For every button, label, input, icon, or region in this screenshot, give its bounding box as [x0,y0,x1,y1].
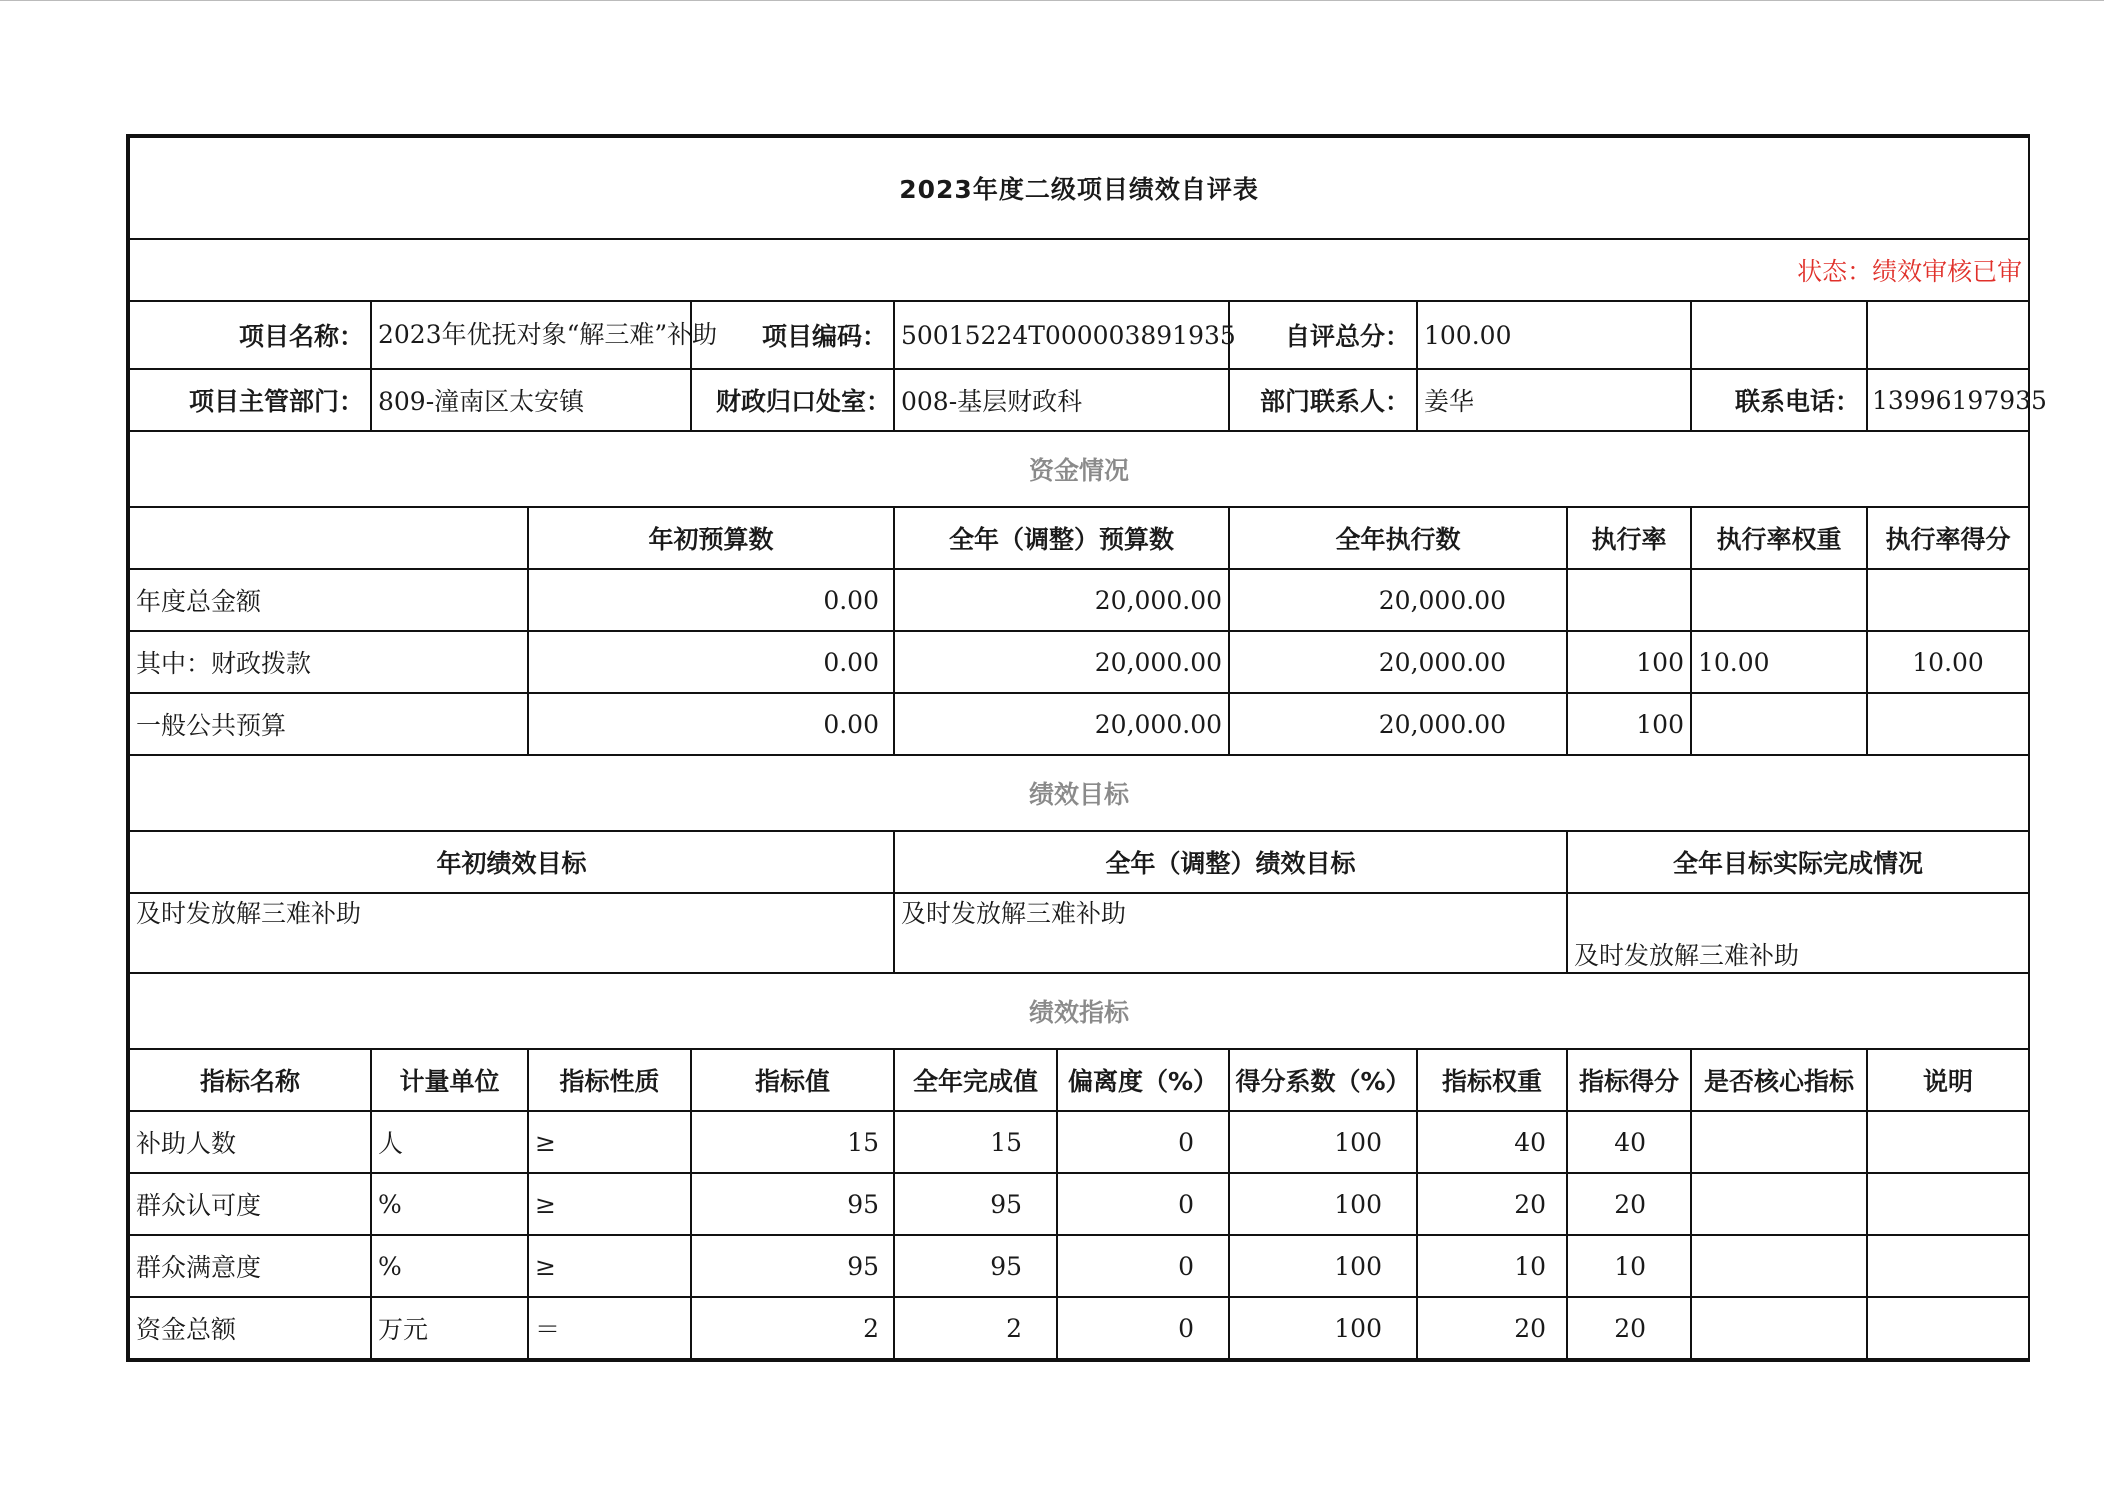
funds-header-exec-rate: 执行率 [1567,507,1691,569]
funds-initial-budget: 0.00 [528,569,894,631]
ind-core [1691,1111,1867,1173]
ind-weight: 20 [1417,1297,1567,1359]
funds-exec-weight [1691,693,1867,755]
ind-header-core: 是否核心指标 [1691,1049,1867,1111]
project-name-label: 项目名称： [129,301,371,369]
ind-nature: ≥ [528,1173,691,1235]
ind-header-name: 指标名称 [129,1049,371,1111]
dept-label: 项目主管部门： [129,369,371,431]
ind-weight: 20 [1417,1173,1567,1235]
funds-row [129,631,2029,693]
funds-exec-weight [1691,569,1867,631]
ind-header-nature: 指标性质 [528,1049,691,1111]
funds-row [129,693,2029,755]
ind-score: 20 [1567,1173,1691,1235]
ind-nature: ≥ [528,1111,691,1173]
ind-nature: ＝ [528,1297,691,1359]
ind-target: 15 [691,1111,894,1173]
indicator-row [129,1235,2029,1297]
ind-core [1691,1235,1867,1297]
indicators-section-title: 绩效指标 [129,973,2029,1049]
ind-deviation: 0 [1057,1173,1229,1235]
ind-header-deviation: 偏离度（%） [1057,1049,1229,1111]
ind-header-target: 指标值 [691,1049,894,1111]
ind-unit: 万元 [371,1297,528,1359]
funds-section-title: 资金情况 [129,431,2029,507]
funds-adjusted-budget: 20,000.00 [894,569,1229,631]
ind-coefficient: 100 [1229,1297,1417,1359]
ind-coefficient: 100 [1229,1173,1417,1235]
indicators-header-row [129,1049,2029,1111]
ind-score: 40 [1567,1111,1691,1173]
empty-cell [1867,301,2029,369]
ind-unit: % [371,1173,528,1235]
self-score-label: 自评总分： [1229,301,1417,369]
ind-coefficient: 100 [1229,1235,1417,1297]
goal-initial-text: 及时发放解三难补助 [129,893,894,973]
funds-exec-rate: 100 [1567,693,1691,755]
ind-target: 95 [691,1173,894,1235]
info-row-1 [129,301,2029,369]
evaluation-sheet [126,134,2047,1362]
self-score-value: 100.00 [1417,301,1691,369]
funds-header-exec-score: 执行率得分 [1867,507,2029,569]
ind-deviation: 0 [1057,1235,1229,1297]
ind-note [1867,1235,2029,1297]
ind-name: 群众认可度 [129,1173,371,1235]
ind-deviation: 0 [1057,1111,1229,1173]
ind-score: 20 [1567,1297,1691,1359]
ind-target: 95 [691,1235,894,1297]
ind-header-score: 指标得分 [1567,1049,1691,1111]
ind-actual: 2 [894,1297,1057,1359]
funds-row-label: 其中：财政拨款 [129,631,528,693]
funds-exec-rate: 100 [1567,631,1691,693]
indicators-section-row [129,973,2029,1049]
funds-executed: 20,000.00 [1229,631,1567,693]
goal-actual-text: 及时发放解三难补助 [1567,893,2029,973]
contact-label: 部门联系人： [1229,369,1417,431]
ind-actual: 15 [894,1111,1057,1173]
goals-section-row [129,755,2029,831]
funds-header-adjusted-budget: 全年（调整）预算数 [894,507,1229,569]
ind-header-weight: 指标权重 [1417,1049,1567,1111]
status-text: 状态：绩效审核已审 [129,239,2029,301]
finance-office-label: 财政归口处室： [691,369,894,431]
ind-core [1691,1173,1867,1235]
ind-deviation: 0 [1057,1297,1229,1359]
status-row [129,239,2029,301]
ind-note [1867,1297,2029,1359]
ind-actual: 95 [894,1173,1057,1235]
ind-name: 群众满意度 [129,1235,371,1297]
funds-row-label: 年度总金额 [129,569,528,631]
ind-header-actual: 全年完成值 [894,1049,1057,1111]
funds-executed: 20,000.00 [1229,569,1567,631]
finance-office-value: 008-基层财政科 [894,369,1229,431]
funds-row [129,569,2029,631]
funds-exec-score [1867,569,2029,631]
funds-header-exec-weight: 执行率权重 [1691,507,1867,569]
dept-value: 809-潼南区太安镇 [371,369,691,431]
phone-label: 联系电话： [1691,369,1867,431]
project-code-value: 50015224T000003891935 [894,301,1229,369]
title-row [129,137,2029,239]
ind-coefficient: 100 [1229,1111,1417,1173]
funds-adjusted-budget: 20,000.00 [894,693,1229,755]
goals-value-row [129,893,2029,973]
ind-note [1867,1173,2029,1235]
page-top-rule [0,0,2104,1]
funds-initial-budget: 0.00 [528,693,894,755]
goals-header-initial: 年初绩效目标 [129,831,894,893]
indicator-row [129,1297,2029,1359]
empty-cell [1691,301,1867,369]
ind-header-coefficient: 得分系数（%） [1229,1049,1417,1111]
page-title: 2023年度二级项目绩效自评表 [129,137,2029,239]
ind-actual: 95 [894,1235,1057,1297]
ind-header-unit: 计量单位 [371,1049,528,1111]
funds-header-row [129,507,2029,569]
contact-value: 姜华 [1417,369,1691,431]
funds-exec-score: 10.00 [1867,631,2029,693]
goals-header-row [129,831,2029,893]
ind-nature: ≥ [528,1235,691,1297]
goals-header-adjusted: 全年（调整）绩效目标 [894,831,1567,893]
ind-unit: % [371,1235,528,1297]
project-name-value: 2023年优抚对象“解三难”补助 [371,301,691,369]
ind-name: 补助人数 [129,1111,371,1173]
ind-score: 10 [1567,1235,1691,1297]
funds-header-executed: 全年执行数 [1229,507,1567,569]
funds-section-row [129,431,2029,507]
ind-note [1867,1111,2029,1173]
ind-target: 2 [691,1297,894,1359]
goals-section-title: 绩效目标 [129,755,2029,831]
indicator-row [129,1173,2029,1235]
funds-exec-score [1867,693,2029,755]
funds-exec-weight: 10.00 [1691,631,1867,693]
ind-header-note: 说明 [1867,1049,2029,1111]
funds-adjusted-budget: 20,000.00 [894,631,1229,693]
ind-name: 资金总额 [129,1297,371,1359]
funds-row-label: 一般公共预算 [129,693,528,755]
ind-unit: 人 [371,1111,528,1173]
ind-weight: 40 [1417,1111,1567,1173]
funds-header-initial-budget: 年初预算数 [528,507,894,569]
indicator-row [129,1111,2029,1173]
funds-initial-budget: 0.00 [528,631,894,693]
goal-adjusted-text: 及时发放解三难补助 [894,893,1567,973]
goals-header-actual: 全年目标实际完成情况 [1567,831,2029,893]
evaluation-table [128,136,2047,1360]
info-row-2 [129,369,2029,431]
funds-executed: 20,000.00 [1229,693,1567,755]
funds-header-blank [129,507,528,569]
phone-value: 13996197935 [1867,369,2029,431]
project-code-label: 项目编码： [691,301,894,369]
ind-core [1691,1297,1867,1359]
funds-exec-rate [1567,569,1691,631]
ind-weight: 10 [1417,1235,1567,1297]
